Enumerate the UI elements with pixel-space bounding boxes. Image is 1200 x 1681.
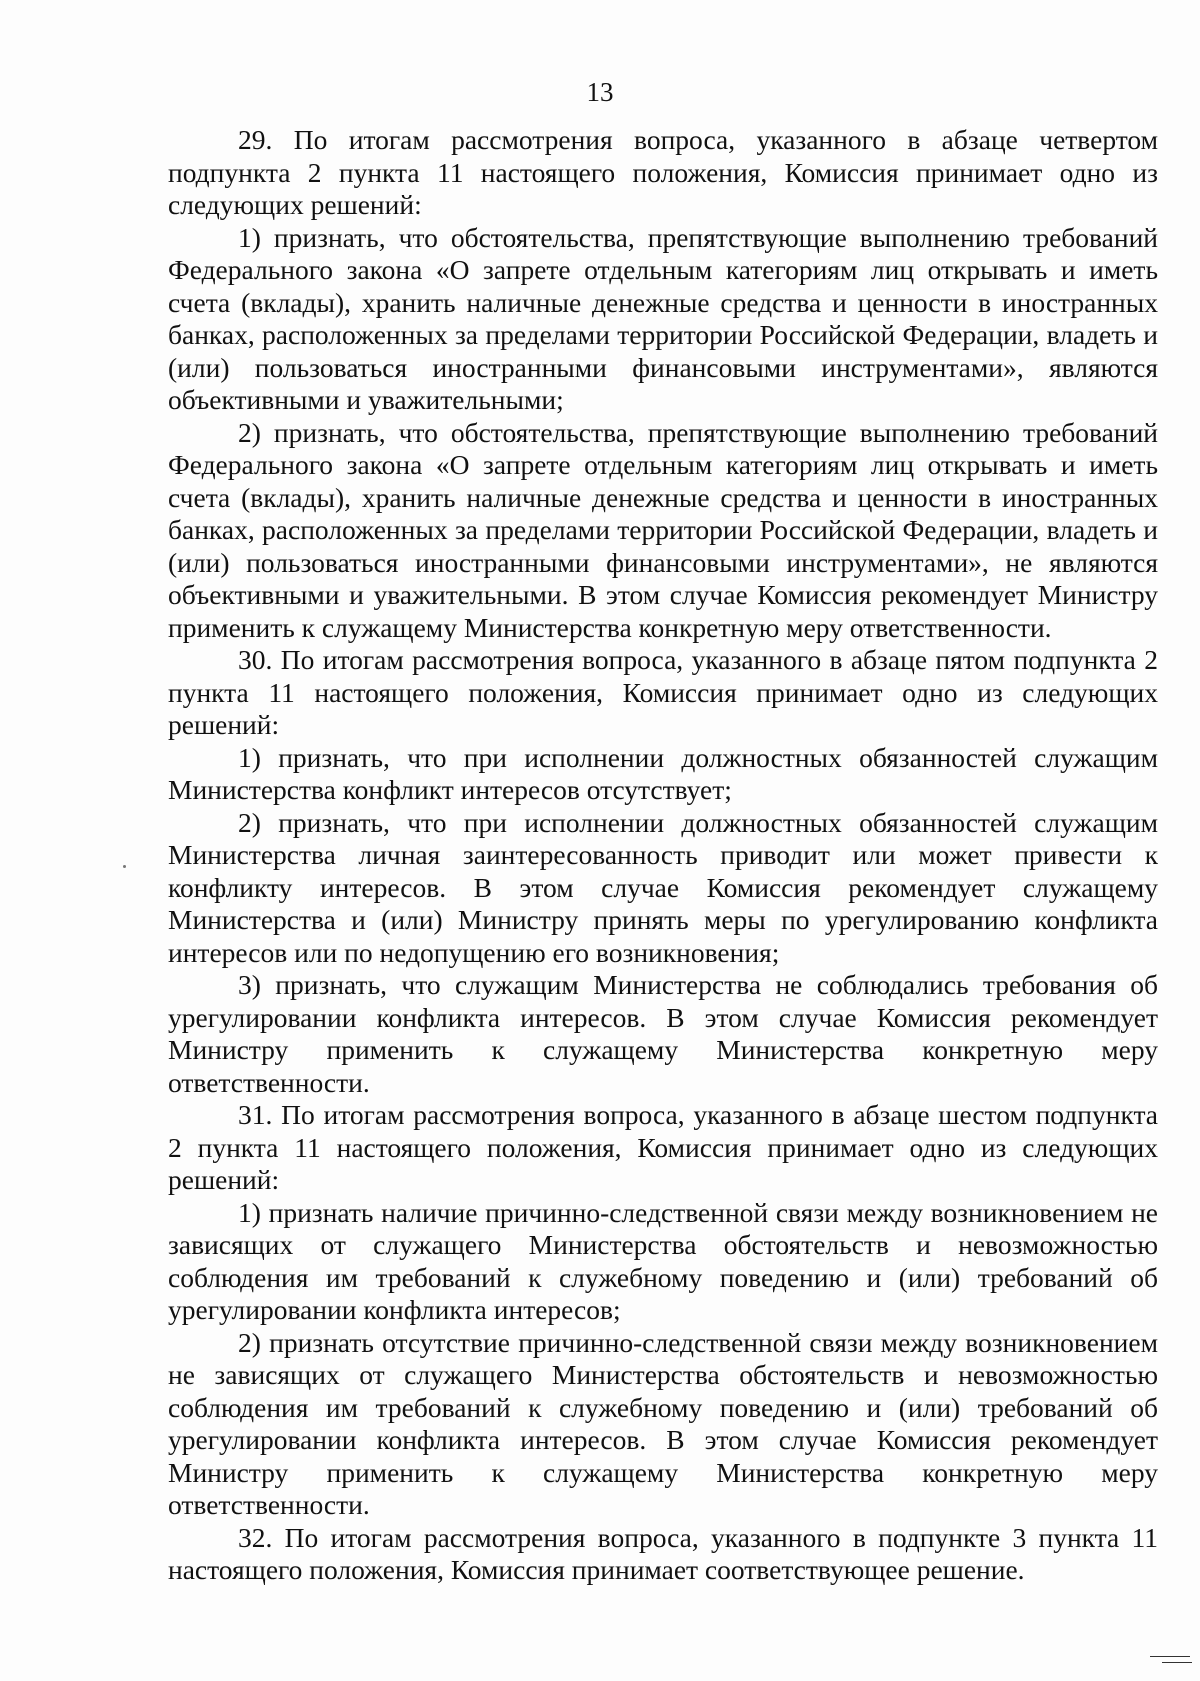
paragraph-29-item-1: 1) признать, что обстоятельства, препятствующие выполнению требований Федерального закона «О запрете отдельным категориям лиц открывать и иметь счета (вклады), хранить наличные денежные средства и ценности в иностранных банках, расположенных за пределами территории Российской Федерации, владеть и (или) пользоваться иностранными финансовыми инструментами», являются объективными и уважительными; bbox=[168, 221, 1158, 415]
paragraph-31: 31. По итогам рассмотрения вопроса, указанного в абзаце шестом подпункта 2 пункта 11 настоящего положения, Комиссия принимает одно из следующих решений: bbox=[168, 1099, 1158, 1195]
scan-corner-line bbox=[1162, 1662, 1192, 1663]
paragraph-30: 30. По итогам рассмотрения вопроса, указанного в абзаце пятом подпункта 2 пункта 11 настоящего положения, Комиссия принимает одно из следующих решений: bbox=[168, 644, 1158, 740]
paragraph-30-item-1: 1) признать, что при исполнении должностных обязанностей служащим Министерства конфликт интересов отсутствует; bbox=[168, 741, 1158, 805]
paragraph-31-item-1: 1) признать наличие причинно-следственной связи между возникновением не зависящих от служащего Министерства обстоятельств и невозможностью соблюдения им требований к служебному поведению и (или) требований об урегулировании конфликта интересов; bbox=[168, 1196, 1158, 1325]
document-body bbox=[168, 124, 1158, 1587]
page-number: 13 bbox=[586, 77, 614, 107]
paragraph-29-item-2: 2) признать, что обстоятельства, препятствующие выполнению требований Федерального закона «О запрете отдельным категориям лиц открывать и иметь счета (вклады), хранить наличные денежные средства и ценности в иностранных банках, расположенных за пределами территории Российской Федерации, владеть и (или) пользоваться иностранными финансовыми инструментами», не являются объективными и уважительными. В этом случае Комиссия рекомендует Министру применить к служащему Министерства конкретную меру ответственности. bbox=[168, 416, 1158, 643]
scan-corner-line bbox=[1150, 1656, 1190, 1657]
paragraph-29: 29. По итогам рассмотрения вопроса, указанного в абзаце четвертом подпункта 2 пункта 11 настоящего положения, Комиссия принимает одно из следующих решений: bbox=[168, 124, 1158, 220]
scan-dot bbox=[123, 865, 126, 868]
paragraph-30-item-2: 2) признать, что при исполнении должностных обязанностей служащим Министерства личная заинтересованность приводит или может привести к конфликту интересов. В этом случае Комиссия рекомендует служащему Министерства и (или) Министру принять меры по урегулированию конфликта интересов или по недопущению его возникновения; bbox=[168, 806, 1158, 968]
paragraph-32: 32. По итогам рассмотрения вопроса, указанного в подпункте 3 пункта 11 настоящего положения, Комиссия принимает соответствующее решение. bbox=[168, 1521, 1158, 1585]
paragraph-31-item-2: 2) признать отсутствие причинно-следственной связи между возникновением не зависящих от служащего Министерства обстоятельств и невозможностью соблюдения им требований к служебному поведению и (или) требований об урегулировании конфликта интересов. В этом случае Комиссия рекомендует Министру применить к служащему Министерства конкретную меру ответственности. bbox=[168, 1326, 1158, 1520]
paragraph-30-item-3: 3) признать, что служащим Министерства не соблюдались требования об урегулировании конфликта интересов. В этом случае Комиссия рекомендует Министру применить к служащему Министерства конкретную меру ответственности. bbox=[168, 969, 1158, 1098]
